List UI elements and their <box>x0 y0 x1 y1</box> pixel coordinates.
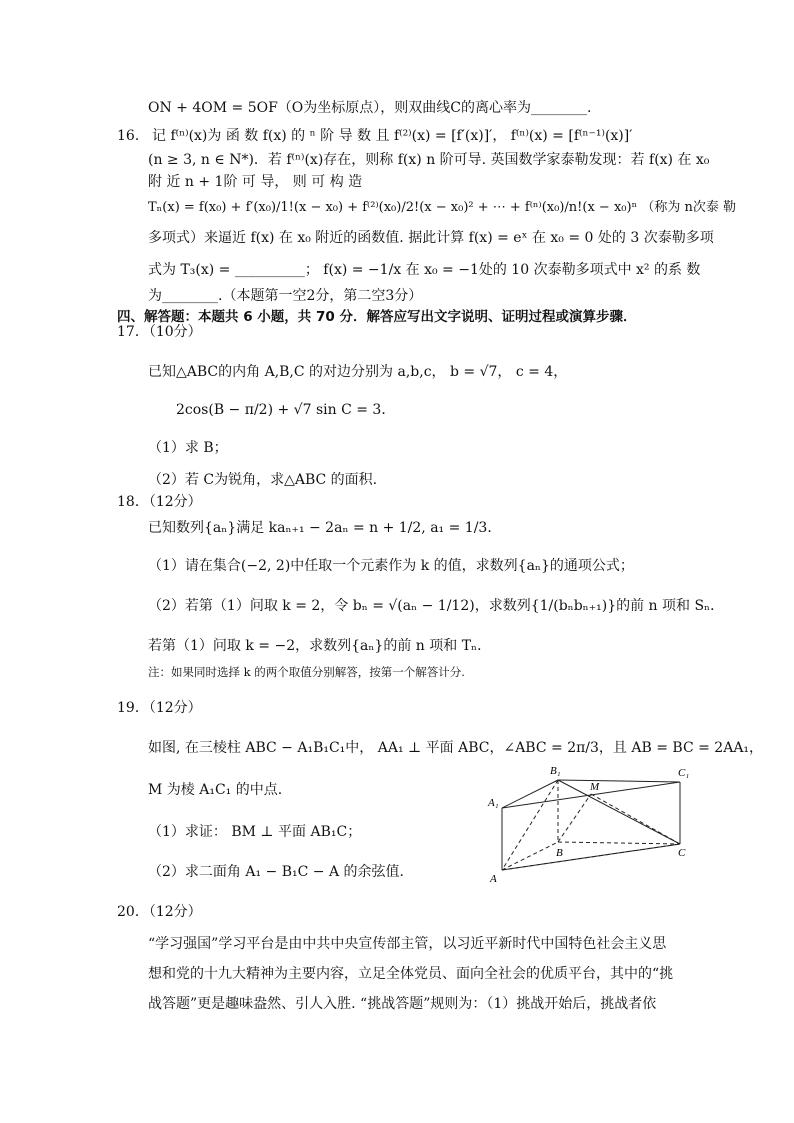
q20-head: 20．（12分） <box>117 904 202 920</box>
q16-line-2: (n ≥ 3, n ∈ N*)．若 f⁽ⁿ⁾(x)存在，则称 f(x) n 阶可导. 英国数学家泰勒发现：若 f(x) 在 x₀ <box>148 152 710 168</box>
q16-line-3: 附 近 n + 1阶 可 导， 则 可 构 造 <box>148 174 363 190</box>
q19-part-1: （1）求证： BM ⊥ 平面 AB₁C； <box>148 824 362 840</box>
q18-part-1: （1）请在集合(−2, 2)中任取一个元素作为 k 的值，求数列{aₙ}的通项公式； <box>148 558 634 574</box>
q18-note: 注：如果同时选择 k 的两个取值分别解答，按第一个解答计分. <box>148 665 465 679</box>
label-B1: B₁ <box>550 765 561 777</box>
q16-line-4-formula: Tₙ(x) = f(x₀) + f′(x₀)/1!(x − x₀) + f⁽²⁾(x₀)/2!(x − x₀)² + ⋯ + f⁽ⁿ⁾(x₀)/n!(x − x₀)ⁿ （称为 n次泰 勒 <box>148 200 736 215</box>
label-A1: A₁ <box>488 797 499 809</box>
q16-line-1: 记 f⁽ⁿ⁾(x)为 函 数 f(x) 的 ⁿ 阶 导 数 且 f⁽²⁾(x) = [f′(x)]′， f⁽ⁿ⁾(x) = [f⁽ⁿ⁻¹⁾(x)]′ <box>152 128 633 144</box>
label-M: M <box>590 781 600 793</box>
q16-line-5: 多项式）来逼近 f(x) 在 x₀ 附近的函数值. 据此计算 f(x) = eˣ 在 x₀ = 0 处的 3 次泰勒多项 <box>148 230 714 246</box>
q17-equation: 2cos(B − π/2) + √7 sin C = 3． <box>176 402 396 418</box>
q20-line-1: “学习强国”学习平台是由中共中央宣传部主管，以习近平新时代中国特色社会主义思 <box>148 936 667 952</box>
q19-part-2: （2）求二面角 A₁ − B₁C − A 的余弦值. <box>148 864 404 880</box>
q18-part-2: （2）若第（1）问取 k = 2，令 bₙ = √(aₙ − 1/12)，求数列{1/(bₙbₙ₊₁)}的前 n 项和 Sₙ． <box>148 598 725 614</box>
label-C: C <box>678 847 686 859</box>
label-B: B <box>556 847 563 859</box>
q18-stem: 已知数列{aₙ}满足 kaₙ₊₁ − 2aₙ = n + 1/2, a₁ = 1/3． <box>148 520 502 536</box>
q20-line-2: 想和党的十九大精神为主要内容，立足全体党员、面向全社会的优质平台，其中的“挑 <box>148 966 674 982</box>
q18-head: 18．（12分） <box>117 494 202 510</box>
q17-part-1: （1）求 B； <box>148 440 228 456</box>
q16-line-7: 为________.（本题第一空2分，第二空3分） <box>148 288 423 304</box>
q18-part-3: 若第（1）问取 k = −2，求数列{aₙ}的前 n 项和 Tₙ． <box>148 638 492 654</box>
q17-part-2: （2）若 C为锐角，求△ABC 的面积. <box>148 472 378 488</box>
prev-question-tail: ON + 4OM = 5OF（O为坐标原点），则双曲线C的离心率为________. <box>148 100 592 116</box>
q20-line-3: 战答题”更是趣味盎然、引人入胜. “挑战答题”规则为：（1）挑战开始后，挑战者依 <box>148 996 657 1012</box>
q19-stem: 如图, 在三棱柱 ABC − A₁B₁C₁中， AA₁ ⊥ 平面 ABC，∠ABC = 2π/3，且 AB = BC = 2AA₁， <box>148 740 764 756</box>
q19-stem-2: M 为棱 A₁C₁ 的中点. <box>148 782 283 798</box>
q19-head: 19．（12分） <box>117 700 202 716</box>
q16-number: 16． <box>117 128 149 144</box>
q16-line-6: 式为 T₃(x) = __________； f(x) = −1/x 在 x₀ = −1处的 10 次泰勒多项式中 x² 的系 数 <box>148 262 701 278</box>
prism-figure <box>480 762 710 892</box>
section-heading: 四、解答题：本题共 6 小题，共 70 分．解答应写出文字说明、证明过程或演算步骤． <box>117 309 637 325</box>
label-A: A <box>490 873 497 885</box>
q17-stem: 已知△ABC的内角 A,B,C 的对边分别为 a,b,c， b = √7， c = 4， <box>148 364 568 380</box>
label-C1: C₁ <box>678 767 690 779</box>
q17-head: 17．（10分） <box>117 324 202 340</box>
